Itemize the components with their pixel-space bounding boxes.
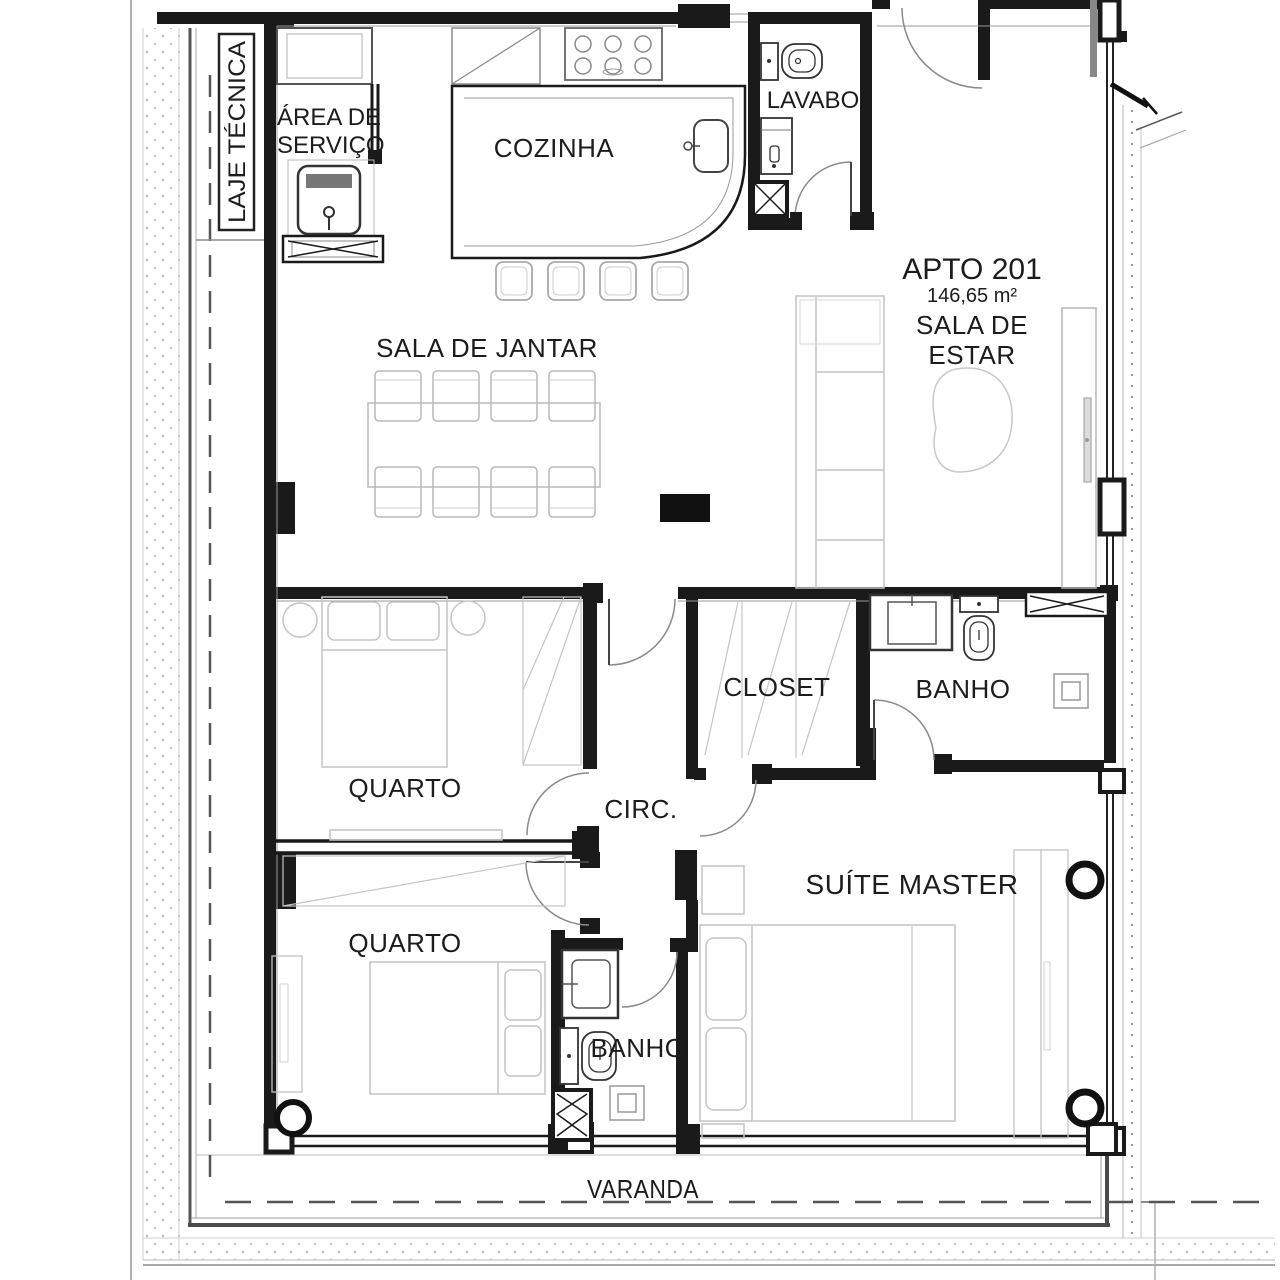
shower-drain-icon [610, 1086, 644, 1120]
area-servico [277, 28, 385, 262]
label-quarto-1: QUARTO [348, 773, 462, 803]
stipple-strip-left [142, 28, 180, 1260]
label-banho-social: BANHO [590, 1033, 686, 1063]
bar-stools [496, 262, 688, 300]
suite-entry-door-arc [700, 780, 756, 836]
lavabo [753, 43, 859, 230]
bed-quarto1 [283, 597, 502, 840]
banho-social [553, 950, 685, 1140]
label-varanda: VARANDA [587, 1174, 700, 1204]
service-cabinet [283, 236, 383, 262]
rug [933, 368, 1012, 472]
vanity-sink-icon [870, 595, 952, 650]
label-banho-suite: BANHO [915, 674, 1011, 704]
lavabo-sink-icon [761, 118, 792, 174]
nightstand-icon [451, 601, 485, 635]
nightstand-icon [283, 603, 317, 637]
label-cozinha: COZINHA [493, 133, 615, 163]
bed-quarto2 [370, 962, 545, 1094]
label-apto: APTO 201 [902, 253, 1042, 286]
cozinha [452, 28, 745, 300]
label-sala-estar-1: SALA DE [916, 310, 1028, 340]
wardrobe-quarto2 [283, 856, 565, 906]
label-circ: CIRC. [604, 794, 678, 824]
dining-set [368, 371, 600, 517]
wardrobe-suite [1014, 850, 1068, 1138]
toilet-icon [960, 596, 998, 660]
sala-jantar [368, 333, 710, 522]
label-sala-estar-2: ESTAR [928, 340, 1016, 370]
column-circle [1069, 1092, 1101, 1124]
quarto2-door-arc [526, 862, 589, 925]
banho-suite [870, 592, 1108, 708]
entry-door-leaf [978, 0, 990, 80]
column [660, 494, 710, 522]
bed-suite [700, 866, 955, 1138]
stipple-strip-bottom [143, 1238, 1275, 1260]
laje-tecnica [219, 34, 254, 230]
right-wall-glass [1100, 0, 1124, 1154]
closet [705, 600, 850, 758]
quarto-1 [283, 597, 581, 840]
lavabo-door-arc [795, 162, 851, 218]
dresser [330, 830, 502, 840]
label-area-servico-1: ÁREA DE [277, 104, 382, 131]
label-apto-area: 146,65 m² [926, 285, 1018, 307]
sink-icon [562, 950, 618, 1018]
wardrobe-quarto1 [523, 597, 581, 765]
label-lavabo: LAVABO [766, 87, 860, 114]
sala-estar [796, 253, 1096, 588]
suite-master [700, 850, 1101, 1138]
sofa [796, 296, 884, 588]
banho-social-door-arc [622, 952, 677, 1007]
column-circle [277, 1102, 309, 1134]
entry-threshold [1111, 84, 1186, 148]
label-closet: CLOSET [723, 672, 831, 702]
label-quarto-2: QUARTO [348, 928, 462, 958]
service-counter [277, 28, 372, 84]
quarto1-door-arc [527, 773, 589, 835]
stove-icon [565, 28, 662, 80]
shaft-box [753, 182, 787, 216]
label-laje-tecnica: LAJE TÉCNICA [224, 54, 251, 223]
column-circle [1069, 864, 1101, 896]
shower-drain-icon [1054, 674, 1088, 708]
bath-cabinet [1026, 592, 1108, 616]
washing-machine-icon [298, 166, 360, 234]
nightstand [702, 866, 744, 914]
label-area-servico-2: SERVIÇO [277, 132, 385, 159]
label-sala-jantar: SALA DE JANTAR [376, 333, 598, 363]
shower-column [553, 1090, 591, 1140]
banho-suite-door-arc [874, 700, 934, 760]
label-suite-master: SUÍTE MASTER [805, 869, 1019, 900]
quarto-2 [272, 856, 565, 1134]
toilet-icon [761, 43, 822, 80]
tv-console [1062, 308, 1096, 588]
entry-door-arc [902, 8, 982, 88]
kitchen-island [452, 86, 745, 258]
circ-door-arc [609, 599, 675, 665]
bedroom-divider-wall [276, 831, 597, 859]
